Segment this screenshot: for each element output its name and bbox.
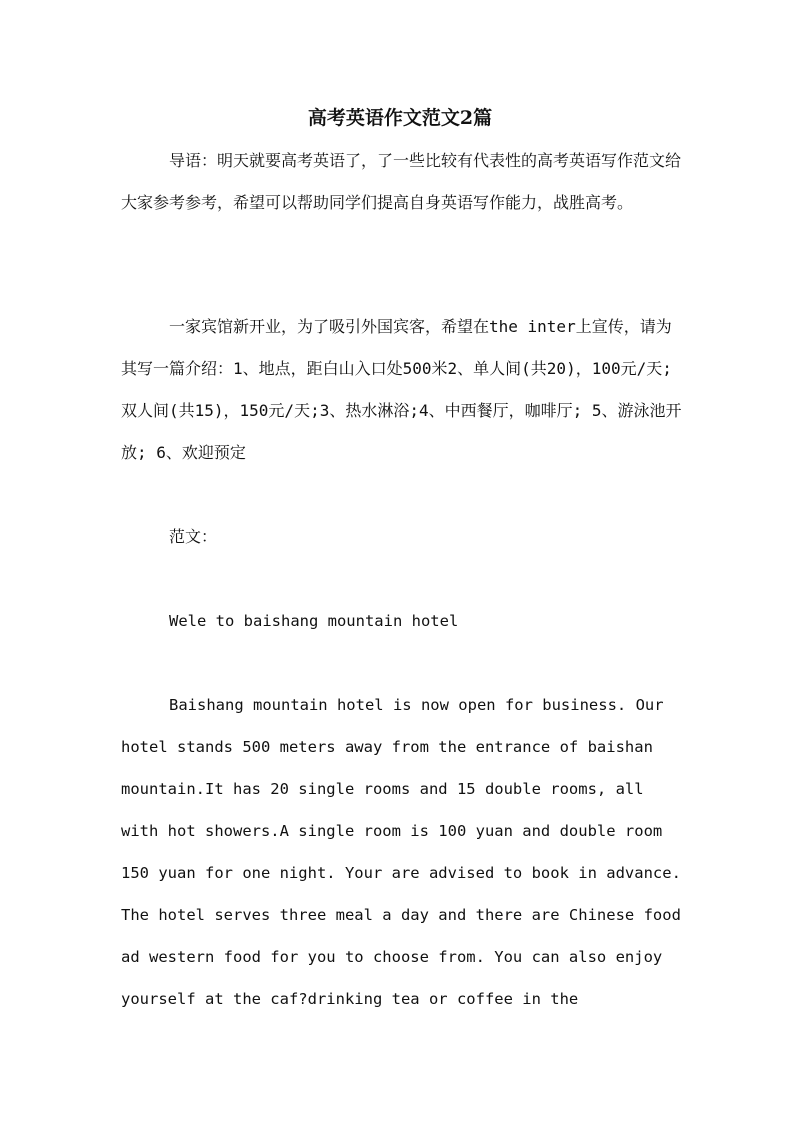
essay-body: Baishang mountain hotel is now open for business. Our hotel stands 500 meters away from the entrance of baishan mountain.It has 20 single rooms and 15 double rooms, all with hot showers.A single room is 100 yuan and double room 150 yuan for one night. Your are advised to book in advance. The hotel serves three meal a day and there are Chinese food ad western food for you to choose from. You can also enjoy yourself at the caf?drinking tea or coffee in the bbox=[121, 696, 681, 1008]
essay-heading: Wele to baishang mountain hotel bbox=[169, 612, 459, 630]
sample-label: 范文： bbox=[169, 527, 218, 546]
intro-paragraph: 导语：明天就要高考英语了，了一些比较有代表性的高考英语写作范文给大家参考参考，希望可以帮助同学们提高自身英语写作能力，战胜高考。 bbox=[121, 151, 682, 212]
document-title: 高考英语作文范文2篇 bbox=[307, 107, 493, 129]
task-paragraph: 一家宾馆新开业，为了吸引外国宾客，希望在the inter上宣传，请为其写一篇介绍：1、地点，距白山入口处500米2、单人间(共20)，100元/天;双人间(共15)，150元/天;3、热水淋浴;4、中西餐厅，咖啡厅; 5、游泳池开放; 6、欢迎预定 bbox=[121, 317, 682, 462]
